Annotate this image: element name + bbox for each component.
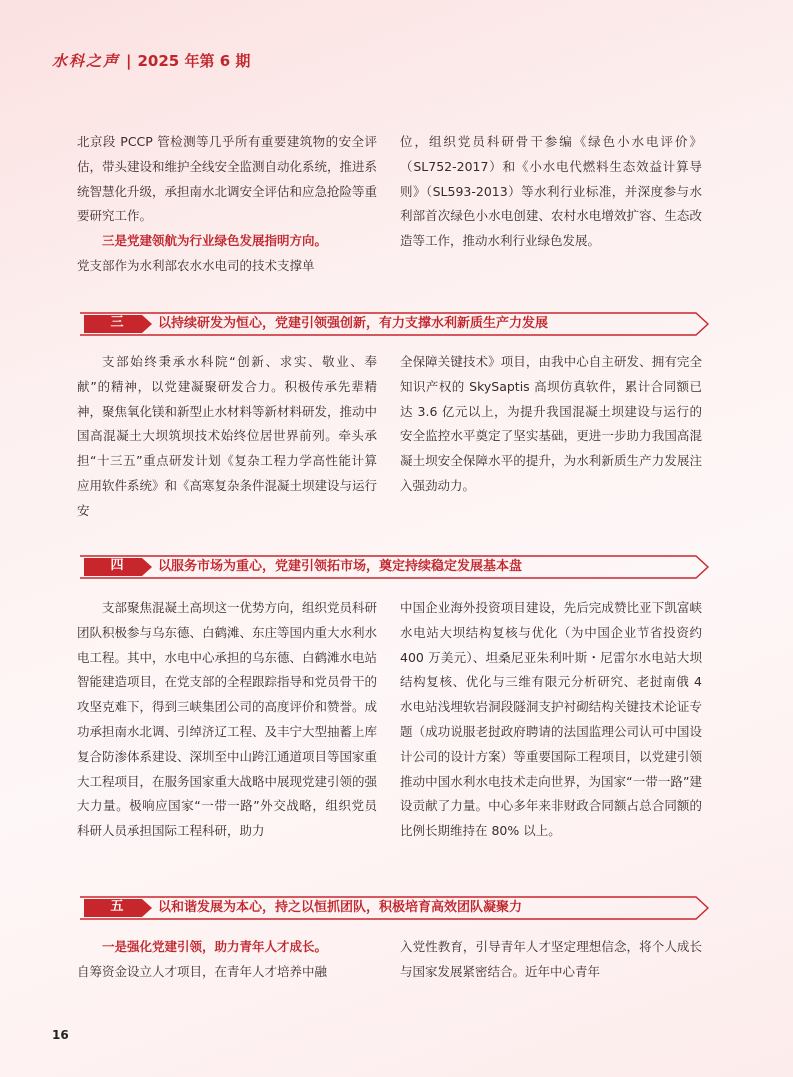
issue-label: 2025 年第 6 期 [137, 52, 251, 70]
paragraph: 支部始终秉承水科院“创新、求实、敬业、奉献”的精神，以党建凝聚研发合力。积极传承先辈精神，聚焦氧化镁和新型止水材料等新材料研发，推动中国高混凝土大坝筑坝技术始终位居世界前列。牵头承担“十三五”重点研发计划《复杂工程力学高性能计算应用软件系统》和《高寒复杂条件混凝土坝建设与运行安 [77, 354, 378, 518]
page-header [52, 50, 250, 71]
block1-right-column [400, 130, 702, 254]
section3-right-column [400, 350, 702, 499]
paragraph: 位，组织党员科研骨干参编《绿色小水电评价》（SL752-2017）和《小水电代燃料生态效益计算导则》（SL593-2013）等水利行业标准，并深度参与水利部首次绿色小水电创建、农村水电增效扩容、生态改造等工作，推动水利行业绿色发展。 [400, 134, 702, 249]
section-number: 四 [110, 558, 124, 573]
section-number: 五 [110, 899, 124, 914]
section4-left-column [77, 596, 377, 844]
section-title: 以服务市场为重心，党建引领拓市场，奠定持续稳定发展基本盘 [158, 559, 523, 574]
paragraph: 中国企业海外投资项目建设，先后完成赞比亚下凯富峡水电站大坝结构复核与优化（为中国企业节省投资约 400 万美元）、坦桑尼亚朱利叶斯・尼雷尔水电站大坝结构复核、优化与三维有限元分析研究、老挝南俄 4 水电站浅埋软岩洞段隧洞支护衬砌结构关键技术论证专题（成功说服老挝政府聘请的法国监理公司认可中国设计公司的设计方案）等重要国际工程项目，以党建引领推动中国水利水电技术走向世界，为国家“一带一路”建设贡献了力量。中心多年来非财政合同额占总合同额的比例长期维持在 80% 以上。 [400, 600, 702, 839]
paragraph: 支部聚焦混凝土高坝这一优势方向，组织党员科研团队积极参与乌东德、白鹤滩、东庄等国内重大水利水电工程。其中，水电中心承担的乌东德、白鹤滩水电站智能建造项目，在党支部的全程跟踪指导和党员骨干的攻坚克难下，得到三峡集团公司的高度评价和赞誉。成功承担南水北调、引绰济辽工程、及丰宁大型抽蓄上库复合防渗体系建设、深圳至中山跨江通道项目等国家重大工程项目，在服务国家重大战略中展现党建引领的强大力量。极响应国家“一带一路”外交战略，组织党员科研人员承担国际工程科研，助力 [77, 600, 378, 839]
section-number: 三 [110, 315, 124, 330]
section-title: 以持续研发为恒心，党建引领强创新，有力支撑水利新质生产力发展 [158, 316, 549, 331]
header-separator: | [126, 51, 132, 70]
section-banner-5 [78, 895, 710, 921]
section-title: 以和谐发展为本心，持之以恒抓团队，积极培育高效团队凝聚力 [158, 900, 523, 915]
subheading: 一是强化党建引领，助力青年人才成长。 [102, 939, 328, 954]
subheading: 三是党建领航为行业绿色发展指明方向。 [102, 233, 328, 249]
paragraph: 北京段 PCCP 管检测等几乎所有重要建筑物的安全评估，带头建设和维护全线安全监测自动化系统，推进系统智慧化升级，承担南水北调安全评估和应急抢险等重要研究工作。 [77, 134, 378, 224]
paragraph: 全保障关键技术》项目，由我中心自主研发、拥有完全知识产权的 SkySaptis 高坝仿真软件，累计合同额已达 3.6 亿元以上，为提升我国混凝土坝建设与运行的安全监控水平奠定了坚实基础，更进一步助力我国高混凝土坝安全保障水平的提升，为水利新质生产力发展注入强劲动力。 [400, 354, 702, 493]
section3-left-column [77, 350, 377, 524]
page-number: 16 [52, 1028, 69, 1042]
section-banner-4 [78, 554, 710, 580]
section5-left-column [77, 935, 377, 985]
journal-brand: 水科之声 [52, 52, 121, 70]
block1-left-column [77, 130, 377, 279]
paragraph: 党支部作为水利部农水水电司的技术支撑单 [77, 257, 315, 273]
section5-right-column [400, 935, 702, 985]
section4-right-column [400, 596, 702, 844]
paragraph: 自筹资金设立人才项目，在青年人才培养中融 [77, 963, 328, 979]
paragraph: 入党性教育，引导青年人才坚定理想信念，将个人成长与国家发展紧密结合。近年中心青年 [400, 939, 702, 979]
section-banner-3 [78, 311, 710, 337]
